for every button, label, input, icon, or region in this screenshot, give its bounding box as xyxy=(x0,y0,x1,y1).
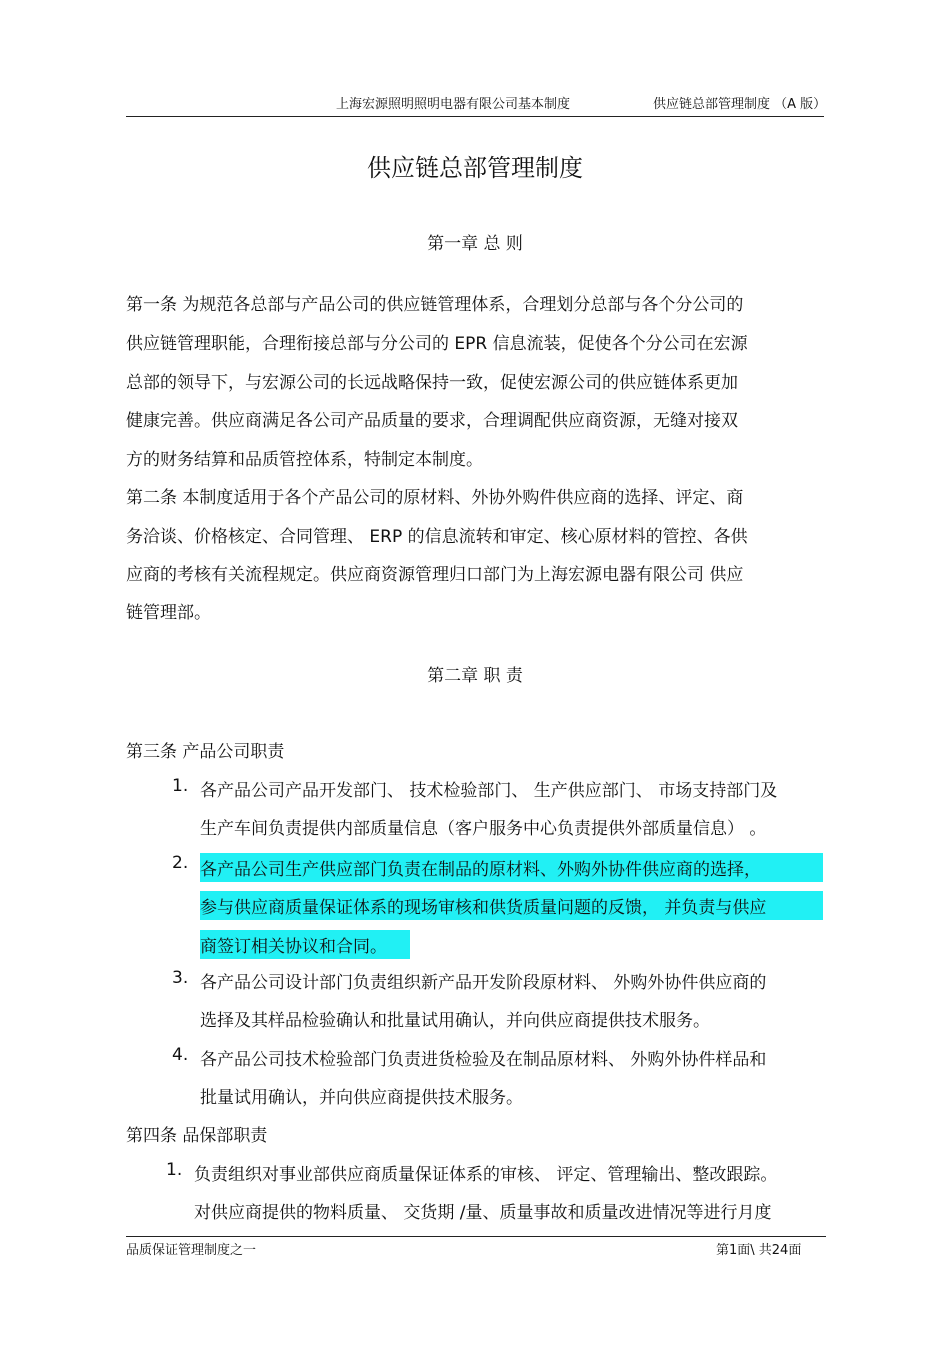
list-item-line: 负责组织对事业部供应商质量保证体系的审核、 评定、管理输出、整改跟踪。 xyxy=(194,1165,778,1185)
list-item-number: 1. xyxy=(166,1160,183,1180)
highlighted-text: 商签订相关协议和合同。 xyxy=(200,930,410,959)
highlighted-text: 参与供应商质量保证体系的现场审核和供货质量问题的反馈， 并负责与供应 xyxy=(200,891,823,920)
article2-line: 应商的考核有关流程规定。供应商资源管理归口部门为上海宏源电器有限公司 供应 xyxy=(126,565,744,585)
footer-rule xyxy=(126,1236,826,1237)
article1-line: 健康完善。供应商满足各公司产品质量的要求，合理调配供应商资源，无缝对接双 xyxy=(126,411,738,431)
list-item-line: 选择及其样品检验确认和批量试用确认，并向供应商提供技术服务。 xyxy=(200,1011,710,1031)
article1-line: 供应链管理职能，合理衔接总部与分公司的 EPR 信息流装，促使各个分公司在宏源 xyxy=(126,334,748,354)
list-item-line: 生产车间负责提供内部质量信息（客户服务中心负责提供外部质量信息） 。 xyxy=(200,819,767,839)
list-item-number: 3. xyxy=(172,968,189,988)
article1-line: 第一条 为规范各总部与产品公司的供应链管理体系，合理划分总部与各个分公司的 xyxy=(126,295,744,315)
article2-line: 第二条 本制度适用于各个产品公司的原材料、外协外购件供应商的选择、评定、商 xyxy=(126,488,744,508)
chapter2-heading: 第二章 职 责 xyxy=(427,666,523,686)
chapter1-heading: 第一章 总 则 xyxy=(427,234,523,254)
article3-heading: 第三条 产品公司职责 xyxy=(126,742,285,762)
article2-line: 务洽谈、价格核定、合同管理、 ERP 的信息流转和审定、核心原材料的管控、各供 xyxy=(126,527,748,547)
list-item-line: 各产品公司产品开发部门、 技术检验部门、 生产供应部门、 市场支持部门及 xyxy=(200,781,778,801)
list-item-line: 各产品公司设计部门负责组织新产品开发阶段原材料、 外购外协件供应商的 xyxy=(200,973,767,993)
footer-doc-name: 品质保证管理制度之一 xyxy=(126,1243,257,1258)
article1-line: 总部的领导下，与宏源公司的长远战略保持一致，促使宏源公司的供应链体系更加 xyxy=(126,373,738,393)
header-doc-tag: 供应链总部管理制度 （A 版） xyxy=(653,97,827,112)
list-item-number: 4. xyxy=(172,1045,189,1065)
list-item-line: 各产品公司技术检验部门负责进货检验及在制品原材料、 外购外协件样品和 xyxy=(200,1050,767,1070)
header-company-title: 上海宏源照明照明电器有限公司基本制度 xyxy=(336,97,571,112)
footer-page-number: 第1面\ 共24面 xyxy=(716,1243,802,1258)
list-item-number: 1. xyxy=(172,776,189,796)
article2-line: 链管理部。 xyxy=(126,603,211,623)
header-rule xyxy=(126,116,824,117)
list-item-line: 对供应商提供的物料质量、 交货期 /量、质量事故和质量改进情况等进行月度 xyxy=(194,1203,772,1223)
article4-heading: 第四条 品保部职责 xyxy=(126,1126,268,1146)
list-item-line: 批量试用确认，并向供应商提供技术服务。 xyxy=(200,1088,523,1108)
article1-line: 方的财务结算和品质管控体系，特制定本制度。 xyxy=(126,450,483,470)
list-item-number: 2. xyxy=(172,853,189,873)
highlighted-text: 各产品公司生产供应部门负责在制品的原材料、外购外协件供应商的选择， xyxy=(200,853,823,882)
page-title: 供应链总部管理制度 xyxy=(367,154,583,182)
